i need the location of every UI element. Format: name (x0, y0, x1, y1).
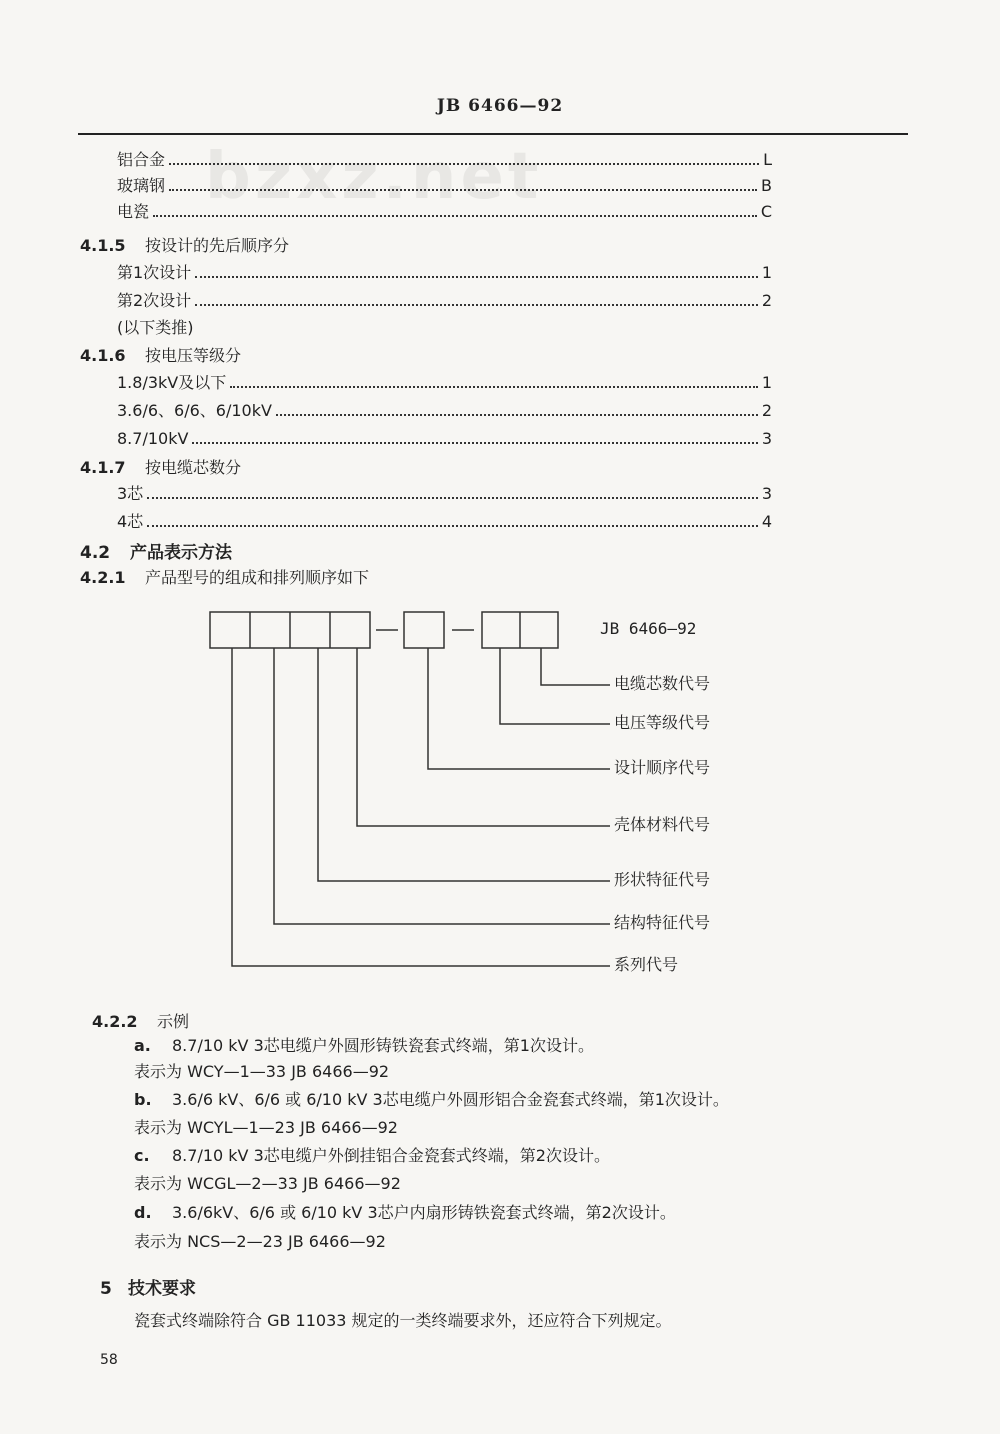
example-letter: b. (134, 1090, 152, 1109)
section-title: 示例 (157, 1012, 190, 1031)
leader-line-series (232, 648, 610, 966)
item-label: 第2次设计 (117, 291, 192, 310)
example-repr-c: 表示为 WCGL—2—33 JB 6466—92 (134, 1174, 401, 1193)
section-number: 4.2.2 (92, 1012, 138, 1031)
section-title: 产品表示方法 (130, 543, 232, 563)
section-title: 技术要求 (128, 1279, 196, 1299)
item-label: 8.7/10kV (117, 429, 189, 448)
item-code: 3 (761, 484, 772, 503)
section-number: 4.1.6 (80, 346, 126, 365)
item-code: 1 (761, 373, 772, 392)
example-letter: a. (134, 1036, 151, 1055)
watermark: bzxz.net (205, 140, 543, 214)
item-code: 3 (761, 429, 772, 448)
item-label: 3.6/6、6/6、6/10kV (117, 401, 272, 420)
example-letter: c. (134, 1146, 150, 1165)
item-code: L (763, 150, 772, 169)
item-code: C (760, 202, 772, 221)
section-title: 产品型号的组成和排列顺序如下 (145, 568, 370, 587)
leader-line-design (428, 648, 610, 769)
leader-line-cores (541, 648, 610, 685)
diagram-standard: JB 6466—92 (600, 619, 697, 638)
example-item-a (134, 1036, 594, 1056)
section-number: 5 (100, 1279, 112, 1299)
example-text: 8.7/10 kV 3芯电缆户外圆形铸铁瓷套式终端，第1次设计。 (172, 1036, 594, 1055)
leader-line-housing (357, 648, 610, 826)
page-number: 58 (100, 1352, 118, 1368)
example-repr-d: 表示为 NCS—2—23 JB 6466—92 (134, 1232, 386, 1251)
example-item-c (134, 1146, 610, 1166)
example-repr-a: 表示为 WCY—1—33 JB 6466—92 (134, 1062, 390, 1081)
item-label: 玻璃钢 (117, 176, 166, 195)
diagram-label: 结构特征代号 (614, 913, 711, 932)
item-label: 3芯 (117, 484, 144, 503)
example-letter: d. (134, 1203, 152, 1222)
leader-line-structure (274, 648, 610, 924)
note-text: (以下类推) (117, 318, 194, 337)
example-item-d (134, 1203, 676, 1223)
diagram-label: 系列代号 (614, 955, 679, 974)
item-code: 2 (761, 401, 772, 420)
diagram-label: 形状特征代号 (614, 870, 711, 889)
example-text: 8.7/10 kV 3芯电缆户外倒挂铝合金瓷套式终端，第2次设计。 (172, 1146, 610, 1165)
item-label: 第1次设计 (117, 263, 192, 282)
section-heading-5 (100, 1279, 196, 1299)
item-label: 电瓷 (117, 202, 150, 221)
leader-line-voltage (500, 648, 610, 724)
example-repr-b: 表示为 WCYL—1—23 JB 6466—92 (134, 1118, 398, 1137)
section-number: 4.2 (80, 543, 111, 563)
example-text: 3.6/6 kV、6/6 或 6/10 kV 3芯电缆户外圆形铝合金瓷套式终端，第1次设计。 (172, 1090, 729, 1109)
code-box-group-2 (404, 612, 444, 648)
leader-line-shape (318, 648, 610, 881)
item-label: 4芯 (117, 512, 144, 531)
section-number: 4.2.1 (80, 568, 126, 587)
section-title: 按电压等级分 (145, 346, 242, 365)
section-5-paragraph: 瓷套式终端除符合 GB 11033 规定的一类终端要求外，还应符合下列规定。 (134, 1311, 672, 1330)
item-code: 4 (761, 512, 772, 531)
page-header: JB 6466—92 (436, 96, 564, 116)
section-title: 按电缆芯数分 (145, 458, 242, 477)
item-label: 铝合金 (117, 150, 166, 169)
item-code: 1 (761, 263, 772, 282)
section-number: 4.1.7 (80, 458, 126, 477)
diagram-label: 电缆芯数代号 (614, 674, 711, 693)
diagram-label: 电压等级代号 (614, 713, 711, 732)
section-number: 4.1.5 (80, 236, 126, 255)
item-code: 2 (761, 291, 772, 310)
item-code: B (761, 176, 772, 195)
section-title: 按设计的先后顺序分 (145, 236, 290, 255)
item-label: 1.8/3kV及以下 (117, 373, 227, 392)
diagram-label: 设计顺序代号 (614, 758, 711, 777)
section-heading-4-2-2 (92, 1012, 189, 1032)
diagram-label: 壳体材料代号 (614, 815, 711, 834)
example-text: 3.6/6kV、6/6 或 6/10 kV 3芯户内扇形铸铁瓷套式终端，第2次设计。 (172, 1203, 676, 1222)
example-item-b (134, 1090, 729, 1110)
